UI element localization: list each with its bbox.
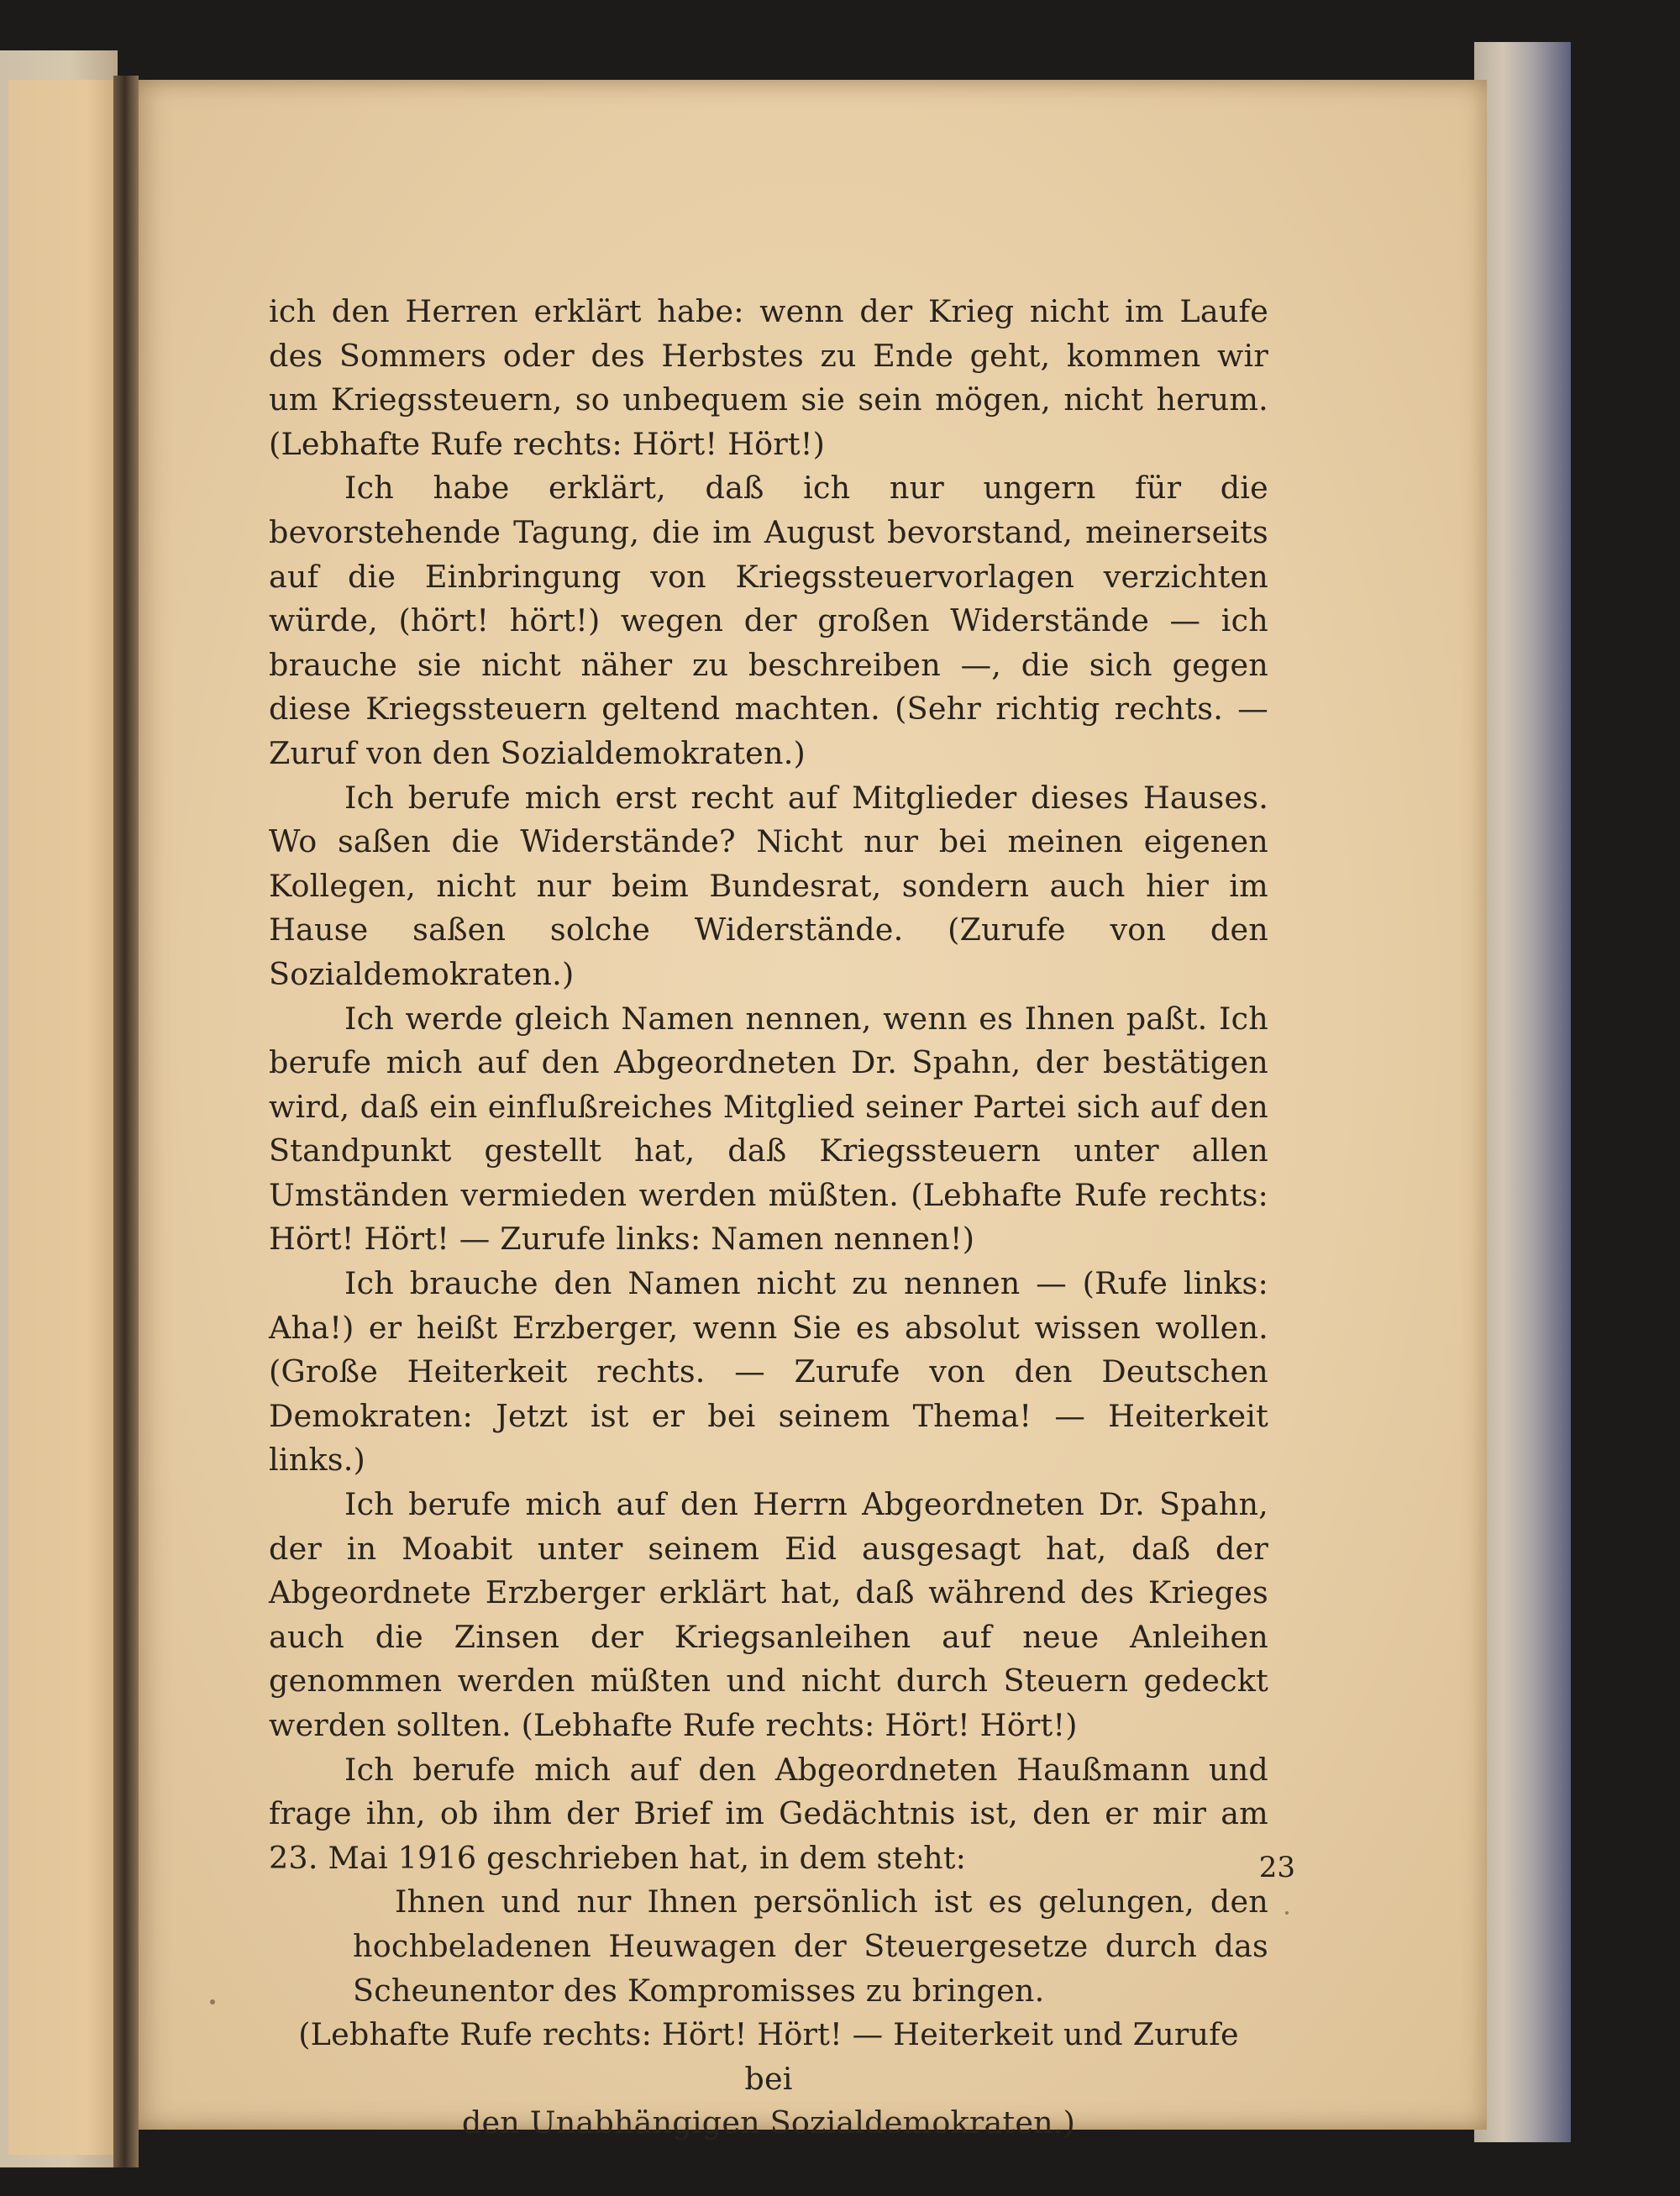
paragraph: Ich brauche den Namen nicht zu nennen — (Rufe links: Aha!) er heißt Erzberger, wenn Sie es absolut wissen wollen. (Große Heiterkeit rechts. — Zurufe von den Deutschen Demokraten: Jetzt ist er bei seinem Thema! — Heiterkeit links.) [269, 1265, 1268, 1479]
paragraph: Ich werde gleich Namen nennen, wenn es Ihnen paßt. Ich berufe mich auf den Abgeordneten Dr. Spahn, der bestätigen wird, daß ein einflußreiches Mitglied seiner Partei sich auf den Standpunkt gestellt hat, daß Kriegssteuern unter allen Umständen vermieden werden müßten. (Lebhafte Rufe rechts: Hört! Hört! — Zurufe links: Namen nennen!) [269, 1000, 1268, 1258]
closing-remark-line-2: den Unabhängigen Sozialdemokraten.) [461, 2104, 1076, 2141]
closing-remark-line-1: (Lebhafte Rufe rechts: Hört! Hört! — Heiterkeit und Zurufe bei [298, 2016, 1239, 2097]
paragraph: Ich berufe mich erst recht auf Mitglieder dieses Hauses. Wo saßen die Widerstände? Nicht nur bei meinen eigenen Kollegen, nicht nur beim Bundesrat, sondern auch hier im Hause saßen solche Widerstände. (Zurufe von den Sozialdemokraten.) [269, 779, 1268, 992]
paragraph: Ich habe erklärt, daß ich nur ungern für die bevorstehende Tagung, die im August bevorstand, meinerseits auf die Einbringung von Kriegssteuervorlagen verzichten würde, (hört! hört!) wegen der großen Widerstände — ich brauche sie nicht näher zu beschreiben —, die sich gegen diese Kriegssteuern geltend machten. (Sehr richtig rechts. — Zuruf von den Sozialdemokraten.) [269, 470, 1268, 771]
paragraph: Ich berufe mich auf den Herrn Abgeordneten Dr. Spahn, der in Moabit unter seinem Eid ausgesagt hat, daß der Abgeordnete Erzberger erklärt hat, daß während des Krieges auch die Zinsen der Kriegsanleihen auf neue Anleihen genommen werden müßten und nicht durch Steuern gedeckt werden sollten. (Lebhafte Rufe rechts: Hört! Hört!) [269, 1486, 1268, 1743]
page-body-text [269, 290, 1268, 2146]
paragraph: Ich berufe mich auf den Abgeordneten Haußmann und frage ihn, ob ihm der Brief im Gedächtnis ist, den er mir am 23. Mai 1916 geschrieben hat, in dem steht: [269, 1751, 1268, 1876]
right-book-cover [1474, 42, 1571, 2142]
left-page-edge [8, 80, 122, 2155]
paper-speck [210, 1999, 215, 2004]
paragraph: ich den Herren erklärt habe: wenn der Krieg nicht im Laufe des Sommers oder des Herbstes zu Ende geht, kommen wir um Kriegssteuern, so unbequem sie sein mögen, nicht herum. (Lebhafte Rufe rechts: Hört! Hört!) [269, 293, 1268, 462]
book-gutter [113, 76, 139, 2167]
page-number: 23 [1258, 1851, 1295, 1884]
quoted-letter: Ihnen und nur Ihnen persönlich ist es gelungen, den hochbeladenen Heuwagen der Steuergesetze durch das Scheunentor des Kompromisses zu bringen. [353, 1883, 1268, 2009]
paper-speck [1285, 1911, 1289, 1915]
